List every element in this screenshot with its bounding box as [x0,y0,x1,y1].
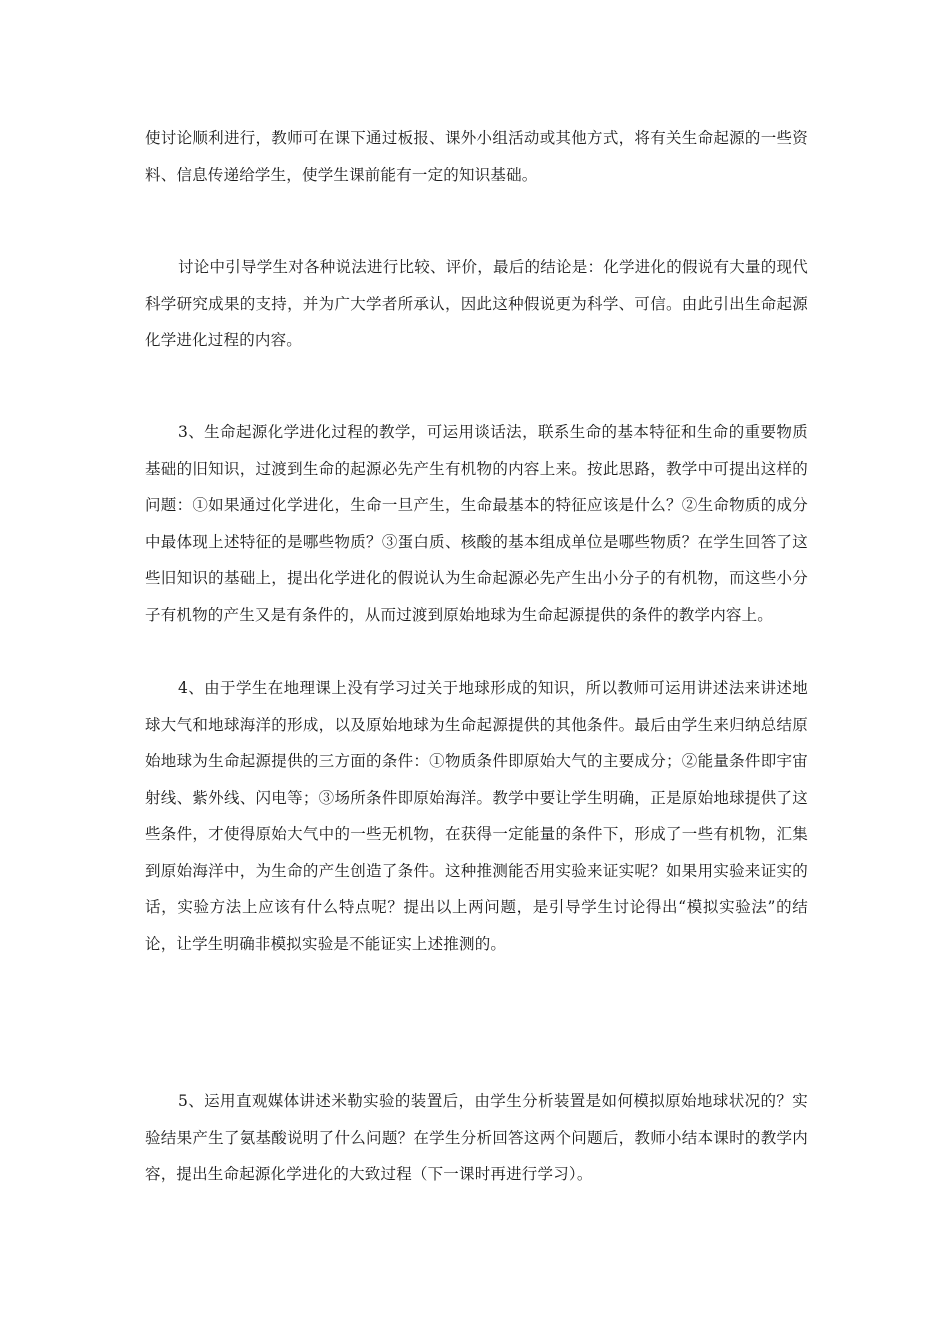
paragraph-text: 4、由于学生在地理课上没有学习过关于地球形成的知识，所以教师可运用讲述法来讲述地球大气和地球海洋的形成，以及原始地球为生命起源提供的其他条件。最后由学生来归纳总结原始地球为生命起源提供的三方面的条件：①物质条件即原始大气的主要成分；②能量条件即宇宙射线、紫外线、闪电等；③场所条件即原始海洋。教学中要让学生明确，正是原始地球提供了这些条件，才使得原始大气中的一些无机物，在获得一定能量的条件下，形成了一些有机物，汇集到原始海洋中，为生命的产生创造了条件。这种推测能否用实验来证实呢？如果用实验来证实的话，实验方法上应该有什么特点呢？提出以上两问题，是引导学生讨论得出“模拟实验法”的结论，让学生明确非模拟实验是不能证实上述推测的。 [145,679,808,953]
paragraph-1 [145,120,808,193]
paragraph-2 [145,249,808,359]
paragraph-text: 5、运用直观媒体讲述米勒实验的装置后，由学生分析装置是如何模拟原始地球状况的？实验结果产生了氨基酸说明了什么问题？在学生分析回答这两个问题后，教师小结本课时的教学内容，提出生命起源化学进化的大致过程（下一课时再进行学习）。 [145,1092,808,1183]
paragraph-text: 3、生命起源化学进化过程的教学，可运用谈话法，联系生命的基本特征和生命的重要物质基础的旧知识，过渡到生命的起源必先产生有机物的内容上来。按此思路，教学中可提出这样的问题：①如果通过化学进化，生命一旦产生，生命最基本的特征应该是什么？②生命物质的成分中最体现上述特征的是哪些物质？③蛋白质、核酸的基本组成单位是哪些物质？在学生回答了这些旧知识的基础上，提出化学进化的假说认为生命起源必先产生出小分子的有机物，而这些小分子有机物的产生又是有条件的，从而过渡到原始地球为生命起源提供的条件的教学内容上。 [145,423,808,624]
paragraph-text: 讨论中引导学生对各种说法进行比较、评价，最后的结论是：化学进化的假说有大量的现代科学研究成果的支持，并为广大学者所承认，因此这种假说更为科学、可信。由此引出生命起源化学进化过程的内容。 [145,258,808,349]
paragraph-4 [145,670,808,962]
paragraph-5 [145,1083,808,1193]
paragraph-text: 使讨论顺利进行，教师可在课下通过板报、课外小组活动或其他方式，将有关生命起源的一些资料、信息传递给学生，使学生课前能有一定的知识基础。 [145,129,808,184]
paragraph-3 [145,414,808,633]
